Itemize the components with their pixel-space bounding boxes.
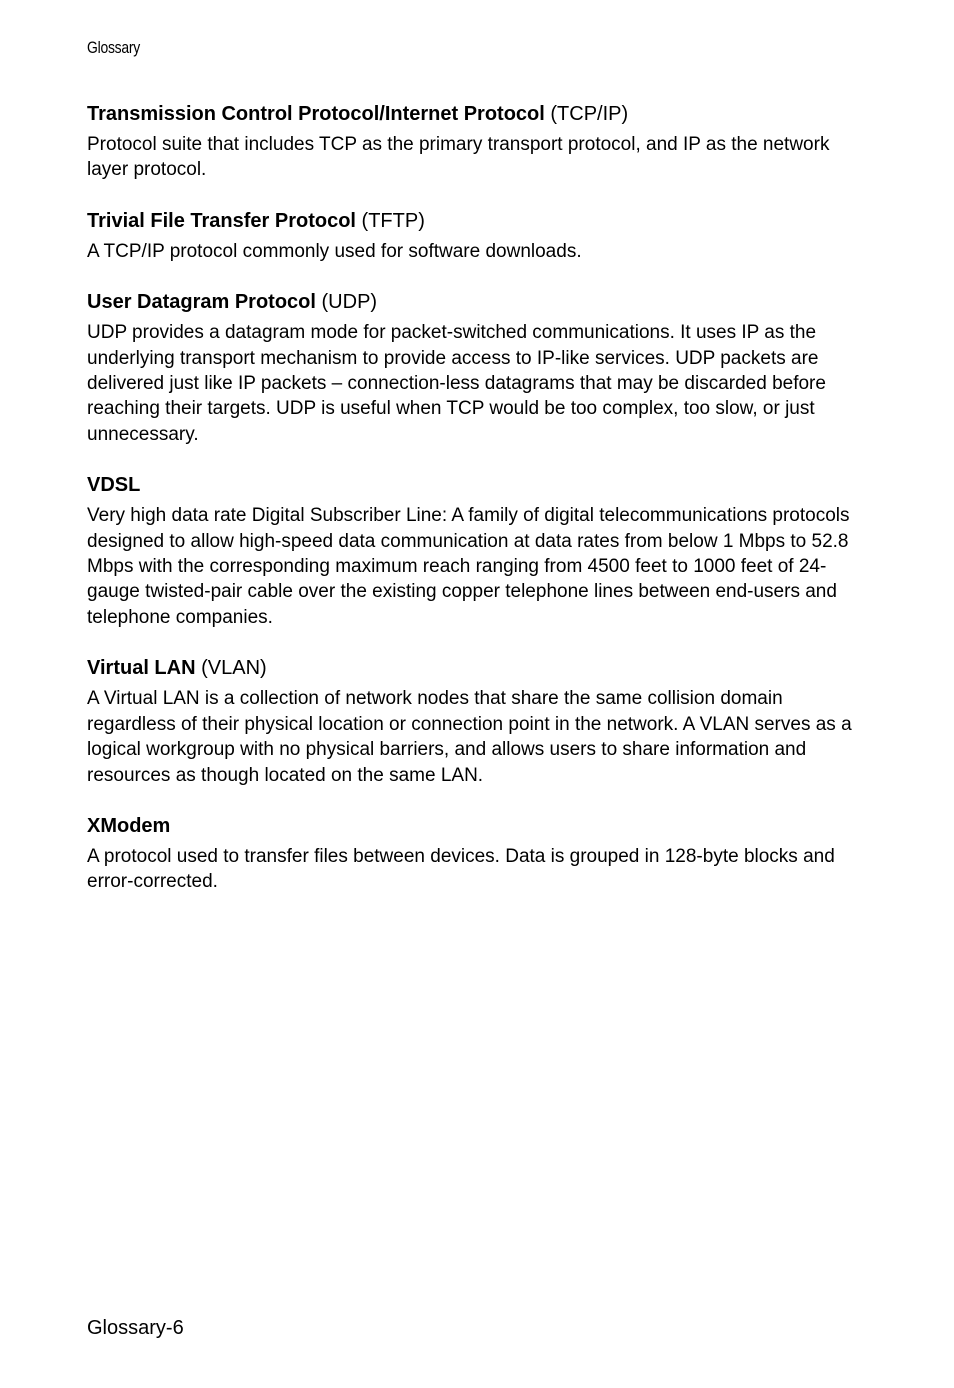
entry-term: VDSL bbox=[87, 474, 141, 497]
entry-term: Trivial File Transfer Protocol bbox=[87, 209, 356, 232]
entry-abbreviation: (TCP/IP) bbox=[544, 103, 629, 125]
entry-term: Virtual LAN bbox=[87, 657, 196, 680]
glossary-entry-xmodem bbox=[87, 813, 857, 895]
entry-term: User Datagram Protocol bbox=[87, 291, 316, 314]
entry-definition: A protocol used to transfer files between devices. Data is grouped in 128-byte blocks and error-corrected. bbox=[87, 845, 835, 893]
entry-heading bbox=[87, 472, 857, 498]
entry-term: Transmission Control Protocol/Internet Protocol bbox=[87, 103, 545, 125]
glossary-entries bbox=[87, 101, 857, 920]
entry-abbreviation: (UDP) bbox=[315, 291, 378, 314]
entry-heading bbox=[87, 208, 857, 234]
glossary-entry-tftp bbox=[87, 208, 857, 264]
entry-definition: Very high data rate Digital Subscriber Line: A family of digital telecommunications protocols designed to allow high-speed data communication at data rates from below 1 Mbps to 52.8 Mbps with the corresponding maximum reach ranging from 4500 feet to 1000 feet of 24-gauge twisted-pair cable over the existing copper telephone lines between end-users and telephone companies. bbox=[87, 505, 850, 628]
entry-term: XModem bbox=[87, 814, 171, 837]
entry-heading bbox=[87, 655, 857, 681]
entry-abbreviation: (TFTP) bbox=[355, 209, 425, 232]
entry-heading bbox=[87, 101, 857, 127]
entry-heading bbox=[87, 813, 857, 839]
entry-abbreviation: (VLAN) bbox=[195, 657, 267, 680]
glossary-entry-udp bbox=[87, 289, 857, 447]
entry-definition: A TCP/IP protocol commonly used for software downloads. bbox=[87, 240, 582, 262]
entry-definition: UDP provides a datagram mode for packet-switched communications. It uses IP as the underlying transport mechanism to provide access to IP-like services. UDP packets are delivered just like IP packets – connection-less datagrams that may be discarded before reaching their targets. UDP is useful when TCP would be too complex, too slow, or just unnecessary. bbox=[87, 322, 826, 445]
glossary-entry-tcp-ip bbox=[87, 101, 857, 183]
entry-definition: A Virtual LAN is a collection of network nodes that share the same collision domain regardless of their physical location or connection point in the network. A VLAN serves as a logical workgroup with no physical barriers, and allows users to share information and resources as though located on the same LAN. bbox=[87, 688, 852, 786]
running-header: Glossary bbox=[87, 38, 141, 57]
page-number: Glossary-6 bbox=[87, 1317, 184, 1339]
entry-heading bbox=[87, 289, 857, 315]
entry-definition: Protocol suite that includes TCP as the primary transport protocol, and IP as the network layer protocol. bbox=[87, 134, 830, 181]
glossary-entry-vlan bbox=[87, 655, 857, 788]
glossary-entry-vdsl bbox=[87, 472, 857, 630]
